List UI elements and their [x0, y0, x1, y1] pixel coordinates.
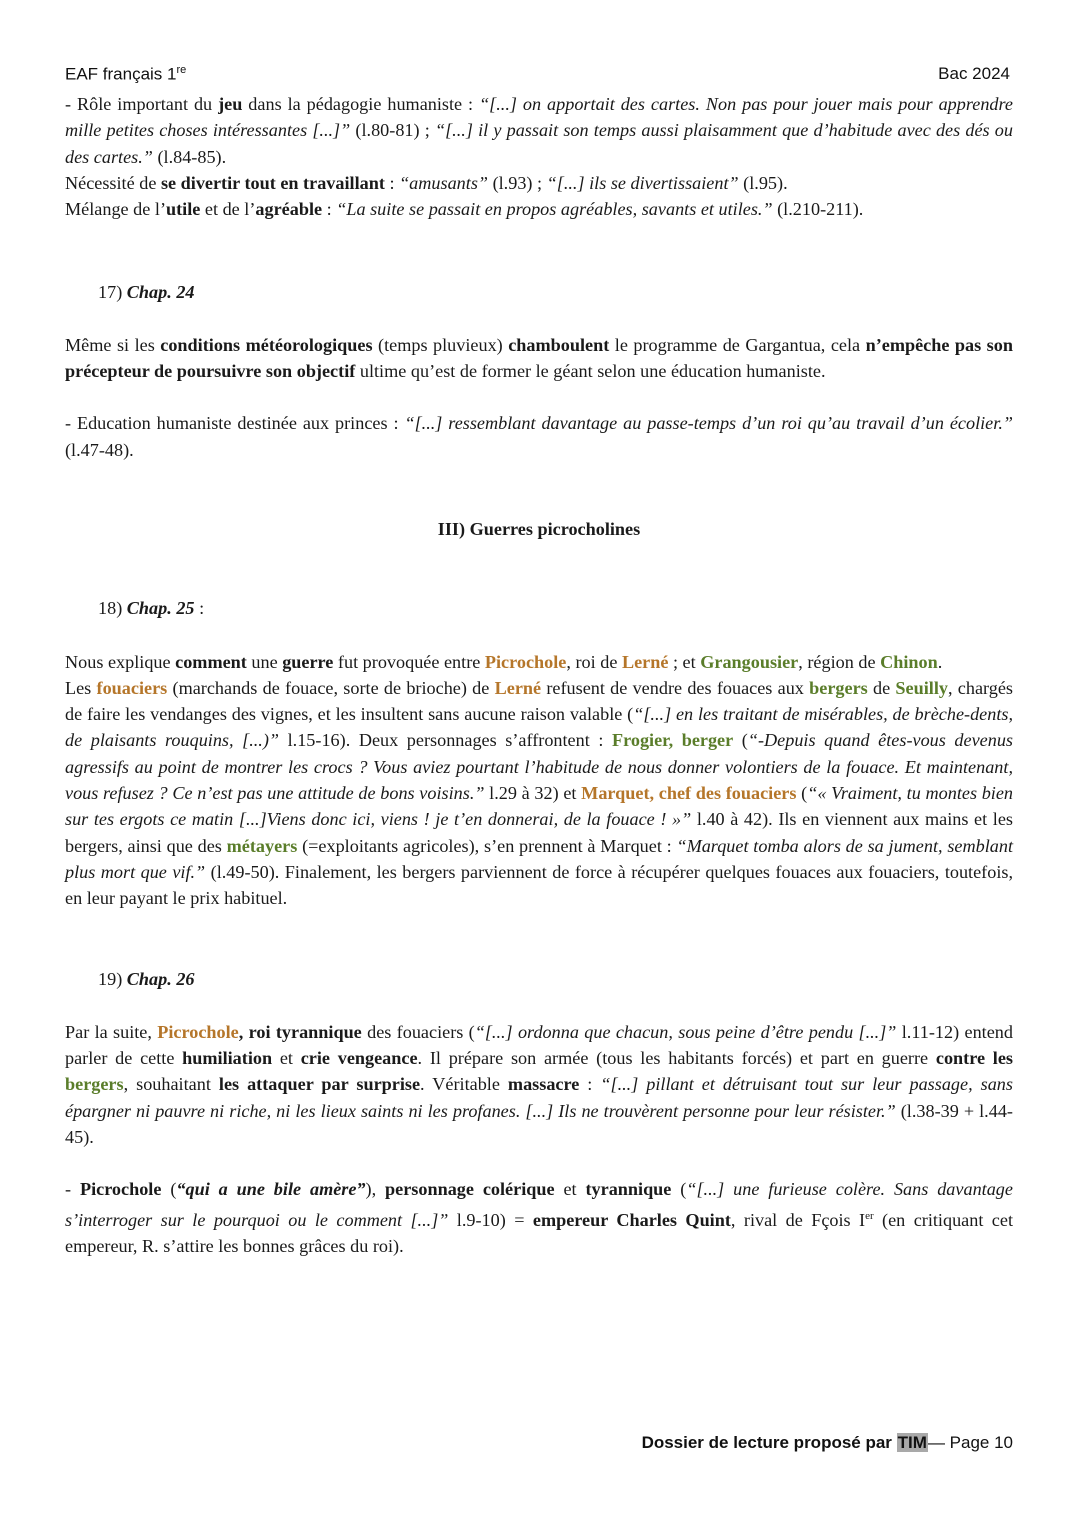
- chapter-19-note: - Picrochole (“qui a une bile amère”), personnage colérique et tyrannique (“[...] une furieuse colère. Sans davantage s’interroger sur le pourquoi ou le comment [...]” l.9-10) = empereur Charles Quint, rival de Fçois Ier (en critiquant cet empereur, R. s’attire les bonnes grâces du roi).: [65, 1179, 1013, 1256]
- footer-text: Dossier de lecture proposé par: [641, 1433, 897, 1452]
- intro-line-1: - Rôle important du jeu dans la pédagogie humaniste : “[...] on apportait des cartes. Non pas pour jouer mais pour apprendre mille petites choses intéressantes [...]” (l.80-81) ; “[...] il y passait son temps aussi plaisamment que d’habitude avec des dés ou des cartes.” (l.84-85).: [65, 94, 1014, 167]
- chapter-heading-18: 18) Chap. 25 :: [98, 598, 205, 619]
- page-footer: [642, 1433, 1013, 1453]
- chapter-heading-19: 19) Chap. 26: [98, 968, 195, 989]
- page-header: [65, 64, 1010, 90]
- intro-line-3: Mélange de l’utile et de l’agréable : “La suite se passait en propos agréables, savants et utiles.” (l.210-211).: [65, 199, 864, 220]
- chapter-17-paragraph: Même si les conditions météorologiques (temps pluvieux) chamboulent le programme de Gargantua, cela n’empêche pas son précepteur de poursuivre son objectif ultime qu’est de former le géant selon une éducation humaniste.: [65, 334, 1013, 382]
- chapter-18-paragraph-1: Nous explique comment une guerre fut provoquée entre Picrochole, roi de Lerné ; et Grangousier, région de Chinon.: [65, 651, 943, 672]
- document-body: [65, 91, 1013, 1259]
- intro-line-2: Nécessité de se divertir tout en travaillant : “amusants” (l.93) ; “[...] ils se divertissaient” (l.95).: [65, 172, 788, 193]
- section-heading: III) Guerres picrocholines: [437, 518, 641, 539]
- chapter-17-note: - Education humaniste destinée aux princes : “[...] ressemblant davantage au passe-temps d’un roi qu’au travail d’un écolier.” (l.47-48).: [65, 413, 1013, 460]
- chapter-heading-17: 17) Chap. 24: [98, 282, 195, 303]
- chapter-18-paragraph-2: Les fouaciers (marchands de fouace, sorte de brioche) de Lerné refusent de vendre des fouaces aux bergers de Seuilly, chargés de faire les vendanges des vignes, et les insultent sans aucune raison valable (“[...] en les traitant de misérables, de brèche-dents, de plaisants rouquins, [...)” l.15-16). Deux personnages s’affrontent : Frogier, berger (“-Depuis quand êtes-vous devenus agressifs au point de montrer les crocs ? Vous aviez pourtant l’habitude de nous donner volontiers de la fouace. Et maintenant, vous refusez ? Ce n’est pas une attitude de bons voisins.” l.29 à 32) et Marquet, chef des fouaciers (“« Vraiment, tu montes bien sur tes ergots ce matin [...]Viens donc ici, viens ! je t’en donnerai, de la fouace ! »” l.40 à 42). Ils en viennent aux mains et les bergers, ainsi que des métayers (=exploitants agricoles), s’en prennent à Marquet : “Marquet tomba alors de sa jument, semblant plus mort que vif.” (l.49-50). Finalement, les bergers parviennent de force à récupérer quelques fouaces aux fouaciers, toutefois, en leur payant le prix habituel.: [65, 677, 1014, 909]
- footer-page-number: — Page 10: [927, 1433, 1013, 1452]
- footer-author: TIM: [897, 1433, 927, 1452]
- header-exam: Bac 2024: [938, 64, 1010, 83]
- chapter-19-paragraph: Par la suite, Picrochole, roi tyrannique des fouaciers (“[...] ordonna que chacun, sous peine d’être pendu [...]” l.11-12) entend parler de cette humiliation et crie vengeance. Il prépare son armée (tous les habitants forcés) et part en guerre contre les bergers, souhaitant les attaquer par surprise. Véritable massacre : “[...] pillant et détruisant tout sur leur passage, sans épargner ni pauvre ni riche, ni les lieux saints ni les profanes. [...] Ils ne trouvèrent personne pour leur résister.” (l.38-39 + l.44-45).: [65, 1021, 1013, 1148]
- header-course: EAF français 1re: [65, 64, 187, 84]
